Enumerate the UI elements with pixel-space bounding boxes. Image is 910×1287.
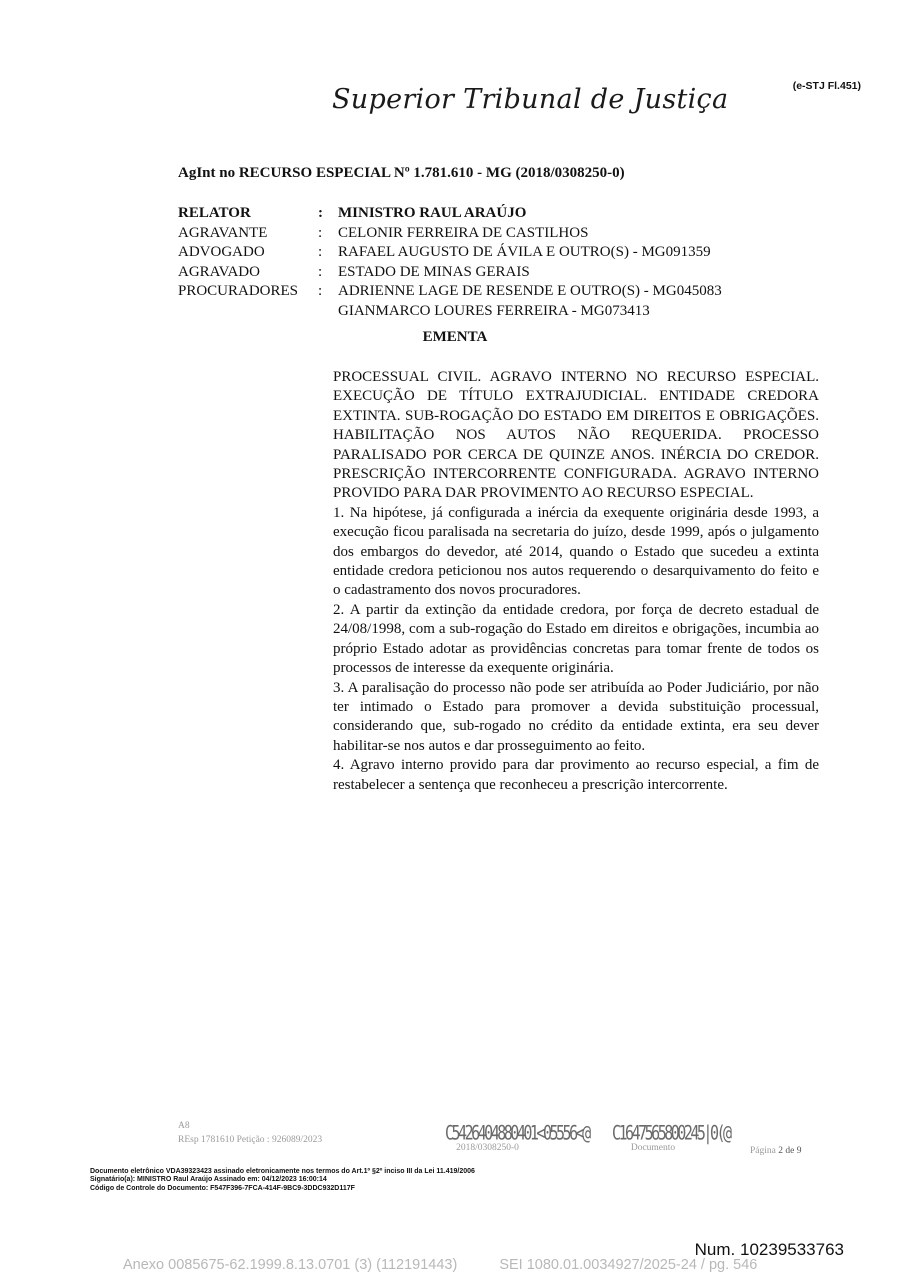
party-row-agravante	[178, 224, 722, 244]
estj-page-stamp: (e-STJ Fl.451)	[792, 80, 861, 92]
sei-reference: SEI 1080.01.0034927/2025-24 / pg. 546	[499, 1257, 758, 1273]
barcode-document	[612, 1121, 730, 1153]
party-role: RELATOR	[178, 205, 251, 221]
party-role: AGRAVADO	[178, 263, 260, 280]
party-separator: :	[318, 205, 323, 221]
party-name: MINISTRO RAUL ARAÚJO	[338, 205, 527, 221]
ementa-paragraph-2: 2. A partir da extinção da entidade credora, por força de decreto estadual de 24/08/1998, com a sub-rogação do Estado em direitos e obrigações, incumbia ao próprio Estado adotar as providências concretas para tomar frente de todos os processos de interesse da exequente originária.	[333, 601, 819, 677]
ementa-body	[333, 368, 819, 795]
party-separator: :	[318, 224, 323, 241]
signature-line-2: Signatário(a): MINISTRO Raul Araújo Assinado em: 04/12/2023 16:00:14	[90, 1176, 327, 1184]
barcode-document-bars: C1647565800245|0(@	[612, 1121, 730, 1145]
party-row-relator	[178, 204, 722, 224]
annex-reference: Anexo 0085675-62.1999.8.13.0701 (3) (112191443)	[123, 1257, 458, 1273]
page-number-label: Página	[750, 1146, 776, 1156]
barcode-process	[445, 1121, 589, 1153]
barcode-document-caption: Documento	[630, 1143, 676, 1153]
party-name: GIANMARCO LOURES FERREIRA - MG073413	[338, 302, 650, 319]
footer-reference	[178, 1119, 322, 1147]
party-row-procuradores-cont	[178, 302, 722, 322]
ementa-summary: PROCESSUAL CIVIL. AGRAVO INTERNO NO RECURSO ESPECIAL. EXECUÇÃO DE TÍTULO EXTRAJUDICIAL. ENTIDADE CREDORA EXTINTA. SUB-ROGAÇÃO DO ESTADO EM DIREITOS E OBRIGAÇÕES. HABILITAÇÃO NOS AUTOS NÃO REQUERIDA. PROCESSO PARALISADO POR CERCA DE QUINZE ANOS. INÉRCIA DO CREDOR. PRESCRIÇÃO INTERCORRENTE CONFIGURADA. AGRAVO INTERNO PROVIDO PARA DAR PROVIMENTO AO RECURSO ESPECIAL.	[333, 369, 819, 502]
party-separator: :	[318, 263, 323, 280]
party-separator	[318, 302, 338, 322]
court-name-header: Superior Tribunal de Justiça	[332, 84, 729, 115]
barcode-process-bars: C5426404880401<05556<@	[445, 1121, 589, 1145]
party-name: ESTADO DE MINAS GERAIS	[338, 263, 530, 280]
page-number	[750, 1146, 801, 1156]
party-row-agravado	[178, 263, 722, 283]
footer-resp: REsp 1781610 Petição : 926089/2023	[178, 1135, 323, 1145]
party-name: ADRIENNE LAGE DE RESENDE E OUTRO(S) - MG045083	[338, 283, 722, 300]
annex-footer	[123, 1257, 757, 1273]
ementa-paragraph-3: 3. A paralisação do processo não pode ser atribuída ao Poder Judiciário, por não ter intimado o Estado para promover a devida substituição processual, considerando que, sub-rogado no crédito da entidade extinta, era seu dever habilitar-se nos autos e dar prosseguimento ao feito.	[333, 679, 819, 754]
signature-line-1: Documento eletrônico VDA39323423 assinado eletronicamente nos termos do Art.1º §2º inciso III da Lei 11.419/2006	[90, 1168, 475, 1175]
party-role: ADVOGADO	[178, 244, 265, 261]
electronic-signature-note	[90, 1168, 475, 1193]
parties-block	[178, 204, 722, 322]
ementa-paragraph-1: 1. Na hipótese, já configurada a inércia da exequente originária desde 1993, a execução ficou paralisada na secretaria do juízo, desde 1999, após o julgamento dos embargos do devedor, até 2014, quando o Estado que sucedeu a extinta entidade credora peticionou nos autos requerendo o desarquivamento do feito e o cadastramento dos novos procuradores.	[333, 504, 819, 599]
party-name: RAFAEL AUGUSTO DE ÁVILA E OUTRO(S) - MG091359	[338, 244, 711, 261]
party-separator: :	[318, 283, 323, 300]
page-number-value: 2 de 9	[778, 1146, 802, 1156]
party-row-advogado	[178, 243, 722, 263]
signature-line-3: Código de Controle do Documento: F547F396-7FCA-414F-9BC9-3DDC932D117F	[90, 1184, 355, 1192]
case-title: AgInt no RECURSO ESPECIAL Nº 1.781.610 - MG (2018/0308250-0)	[178, 165, 625, 181]
ementa-heading: EMENTA	[422, 329, 488, 345]
party-row-procuradores	[178, 282, 722, 302]
barcode-process-caption: 2018/0308250-0	[456, 1143, 519, 1153]
party-name: CELONIR FERREIRA DE CASTILHOS	[338, 224, 589, 241]
ementa-paragraph-4: 4. Agravo interno provido para dar provimento ao recurso especial, a fim de restabelecer a sentença que reconheceu a prescrição intercorrente.	[333, 757, 819, 793]
document-number: Num. 10239533763	[694, 1240, 844, 1259]
party-role	[178, 302, 318, 322]
footer-code: A8	[178, 1121, 190, 1131]
party-separator: :	[318, 244, 323, 261]
party-role: AGRAVANTE	[178, 224, 268, 241]
party-role: PROCURADORES	[178, 283, 299, 300]
